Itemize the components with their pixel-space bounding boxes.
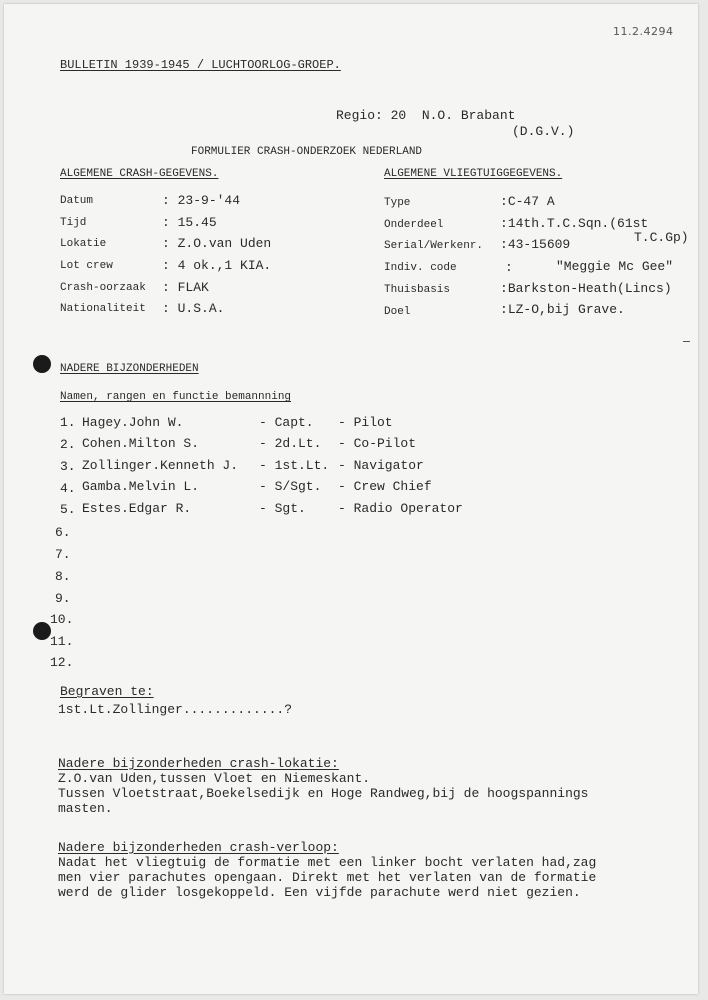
aircraft-value-indiv-code: "Meggie Mc Gee" [556,259,674,274]
aircraft-value-thuisbasis: :Barkston-Heath(Lincs) [500,281,672,296]
aircraft-heading: ALGEMENE VLIEGTUIGGEGEVENS. [384,168,563,180]
crew-name: Gamba.Melvin L. [82,479,200,494]
aircraft-value-onderdeel-cont: T.C.Gp) [634,230,689,245]
empty-slot-number: 11. [50,634,74,649]
form-title: FORMULIER CRASH-ONDERZOEK NEDERLAND [191,146,423,158]
crew-rank: - Capt. [259,415,314,430]
crew-rank: - S/Sgt. [259,479,322,494]
empty-slot-number: 9. [55,591,71,606]
details-heading: NADERE BIJZONDERHEDEN [60,363,199,375]
crash-value-nationaliteit: : U.S.A. [162,301,225,316]
crew-role: - Navigator [338,458,424,473]
crash-value-lot-crew: : 4 ok.,1 KIA. [162,258,272,273]
aircraft-label-indiv-code: Indiv. code [384,262,457,274]
crew-row: 5. [60,502,76,517]
aircraft-value-onderdeel: :14th.T.C.Sqn.(61st [500,216,649,231]
empty-slot-number: 12. [50,655,74,670]
crew-role: - Co-Pilot [338,436,417,451]
course-line: werd de glider losgekoppeld. Een vijfde parachute werd niet gezien. [58,885,581,900]
course-heading: Nadere bijzonderheden crash-verloop: [58,840,339,855]
aircraft-value-serial: :43-15609 [500,237,571,252]
aircraft-label-onderdeel: Onderdeel [384,219,444,231]
course-line: men vier parachutes opengaan. Direkt met het verlaten van de formatie [58,870,597,885]
crash-value-oorzaak: : FLAK [162,280,209,295]
crew-role: - Radio Operator [338,501,463,516]
bulletin-title: BULLETIN 1939-1945 / LUCHTOORLOG-GROEP. [60,58,341,72]
crew-row: 3. [60,459,76,474]
aircraft-value-type: :C-47 A [500,194,555,209]
buried-label: Begraven te: [60,684,154,699]
empty-slot-number: 7. [55,547,71,562]
crew-name: Cohen.Milton S. [82,436,200,451]
location-line: Z.O.van Uden,tussen Vloet en Niemeskant. [58,771,371,786]
archive-number: 11.2.4294 [613,25,674,38]
margin-mark [683,341,690,342]
empty-slot-number: 10. [50,612,74,627]
crash-label-tijd: Tijd [60,217,87,229]
crew-rank: - Sgt. [259,501,306,516]
crew-name: Hagey.John W. [82,415,184,430]
crash-label-oorzaak: Crash-oorzaak [60,282,146,294]
crew-name: Estes.Edgar R. [82,501,192,516]
location-heading: Nadere bijzonderheden crash-lokatie: [58,756,339,771]
crash-label-nationaliteit: Nationaliteit [60,303,146,315]
crew-row: 1. [60,415,76,430]
crew-rank: - 1st.Lt. [259,458,330,473]
crash-label-lokatie: Lokatie [60,238,107,250]
aircraft-label-serial: Serial/Werkenr. [384,240,484,252]
crew-role: - Crew Chief [338,479,432,494]
aircraft-colon-indiv-code: : [505,260,513,275]
aircraft-label-type: Type [384,197,411,209]
crew-name: Zollinger.Kenneth J. [82,458,239,473]
crew-row: 4. [60,481,76,496]
regio: Regio: 20 N.O. Brabant [336,108,516,123]
crew-role: - Pilot [338,415,393,430]
crew-heading: Namen, rangen en functie bemannning [60,391,292,403]
crew-rank: - 2d.Lt. [259,436,322,451]
aircraft-value-doel: :LZ-O,bij Grave. [500,302,625,317]
aircraft-label-doel: Doel [384,306,411,318]
crash-label-datum: Datum [60,195,94,207]
empty-slot-number: 6. [55,525,71,540]
location-line: Tussen Vloetstraat,Boekelsedijk en Hoge Randweg,bij de hoogspannings [58,786,589,801]
buried-value: 1st.Lt.Zollinger.............? [58,702,293,717]
location-line: masten. [58,801,113,816]
dgv: (D.G.V.) [512,124,575,139]
aircraft-label-thuisbasis: Thuisbasis [384,284,451,296]
crash-value-lokatie: : Z.O.van Uden [162,236,272,251]
punch-hole-top [33,355,51,373]
punch-hole-bottom [33,622,51,640]
crash-value-datum: : 23-9-'44 [162,193,241,208]
crash-label-lot-crew: Lot crew [60,260,113,272]
course-line: Nadat het vliegtuig de formatie met een linker bocht verlaten had,zag [58,855,597,870]
empty-slot-number: 8. [55,569,71,584]
crash-value-tijd: : 15.45 [162,215,217,230]
crew-row: 2. [60,437,76,452]
crash-heading: ALGEMENE CRASH-GEGEVENS. [60,168,219,180]
